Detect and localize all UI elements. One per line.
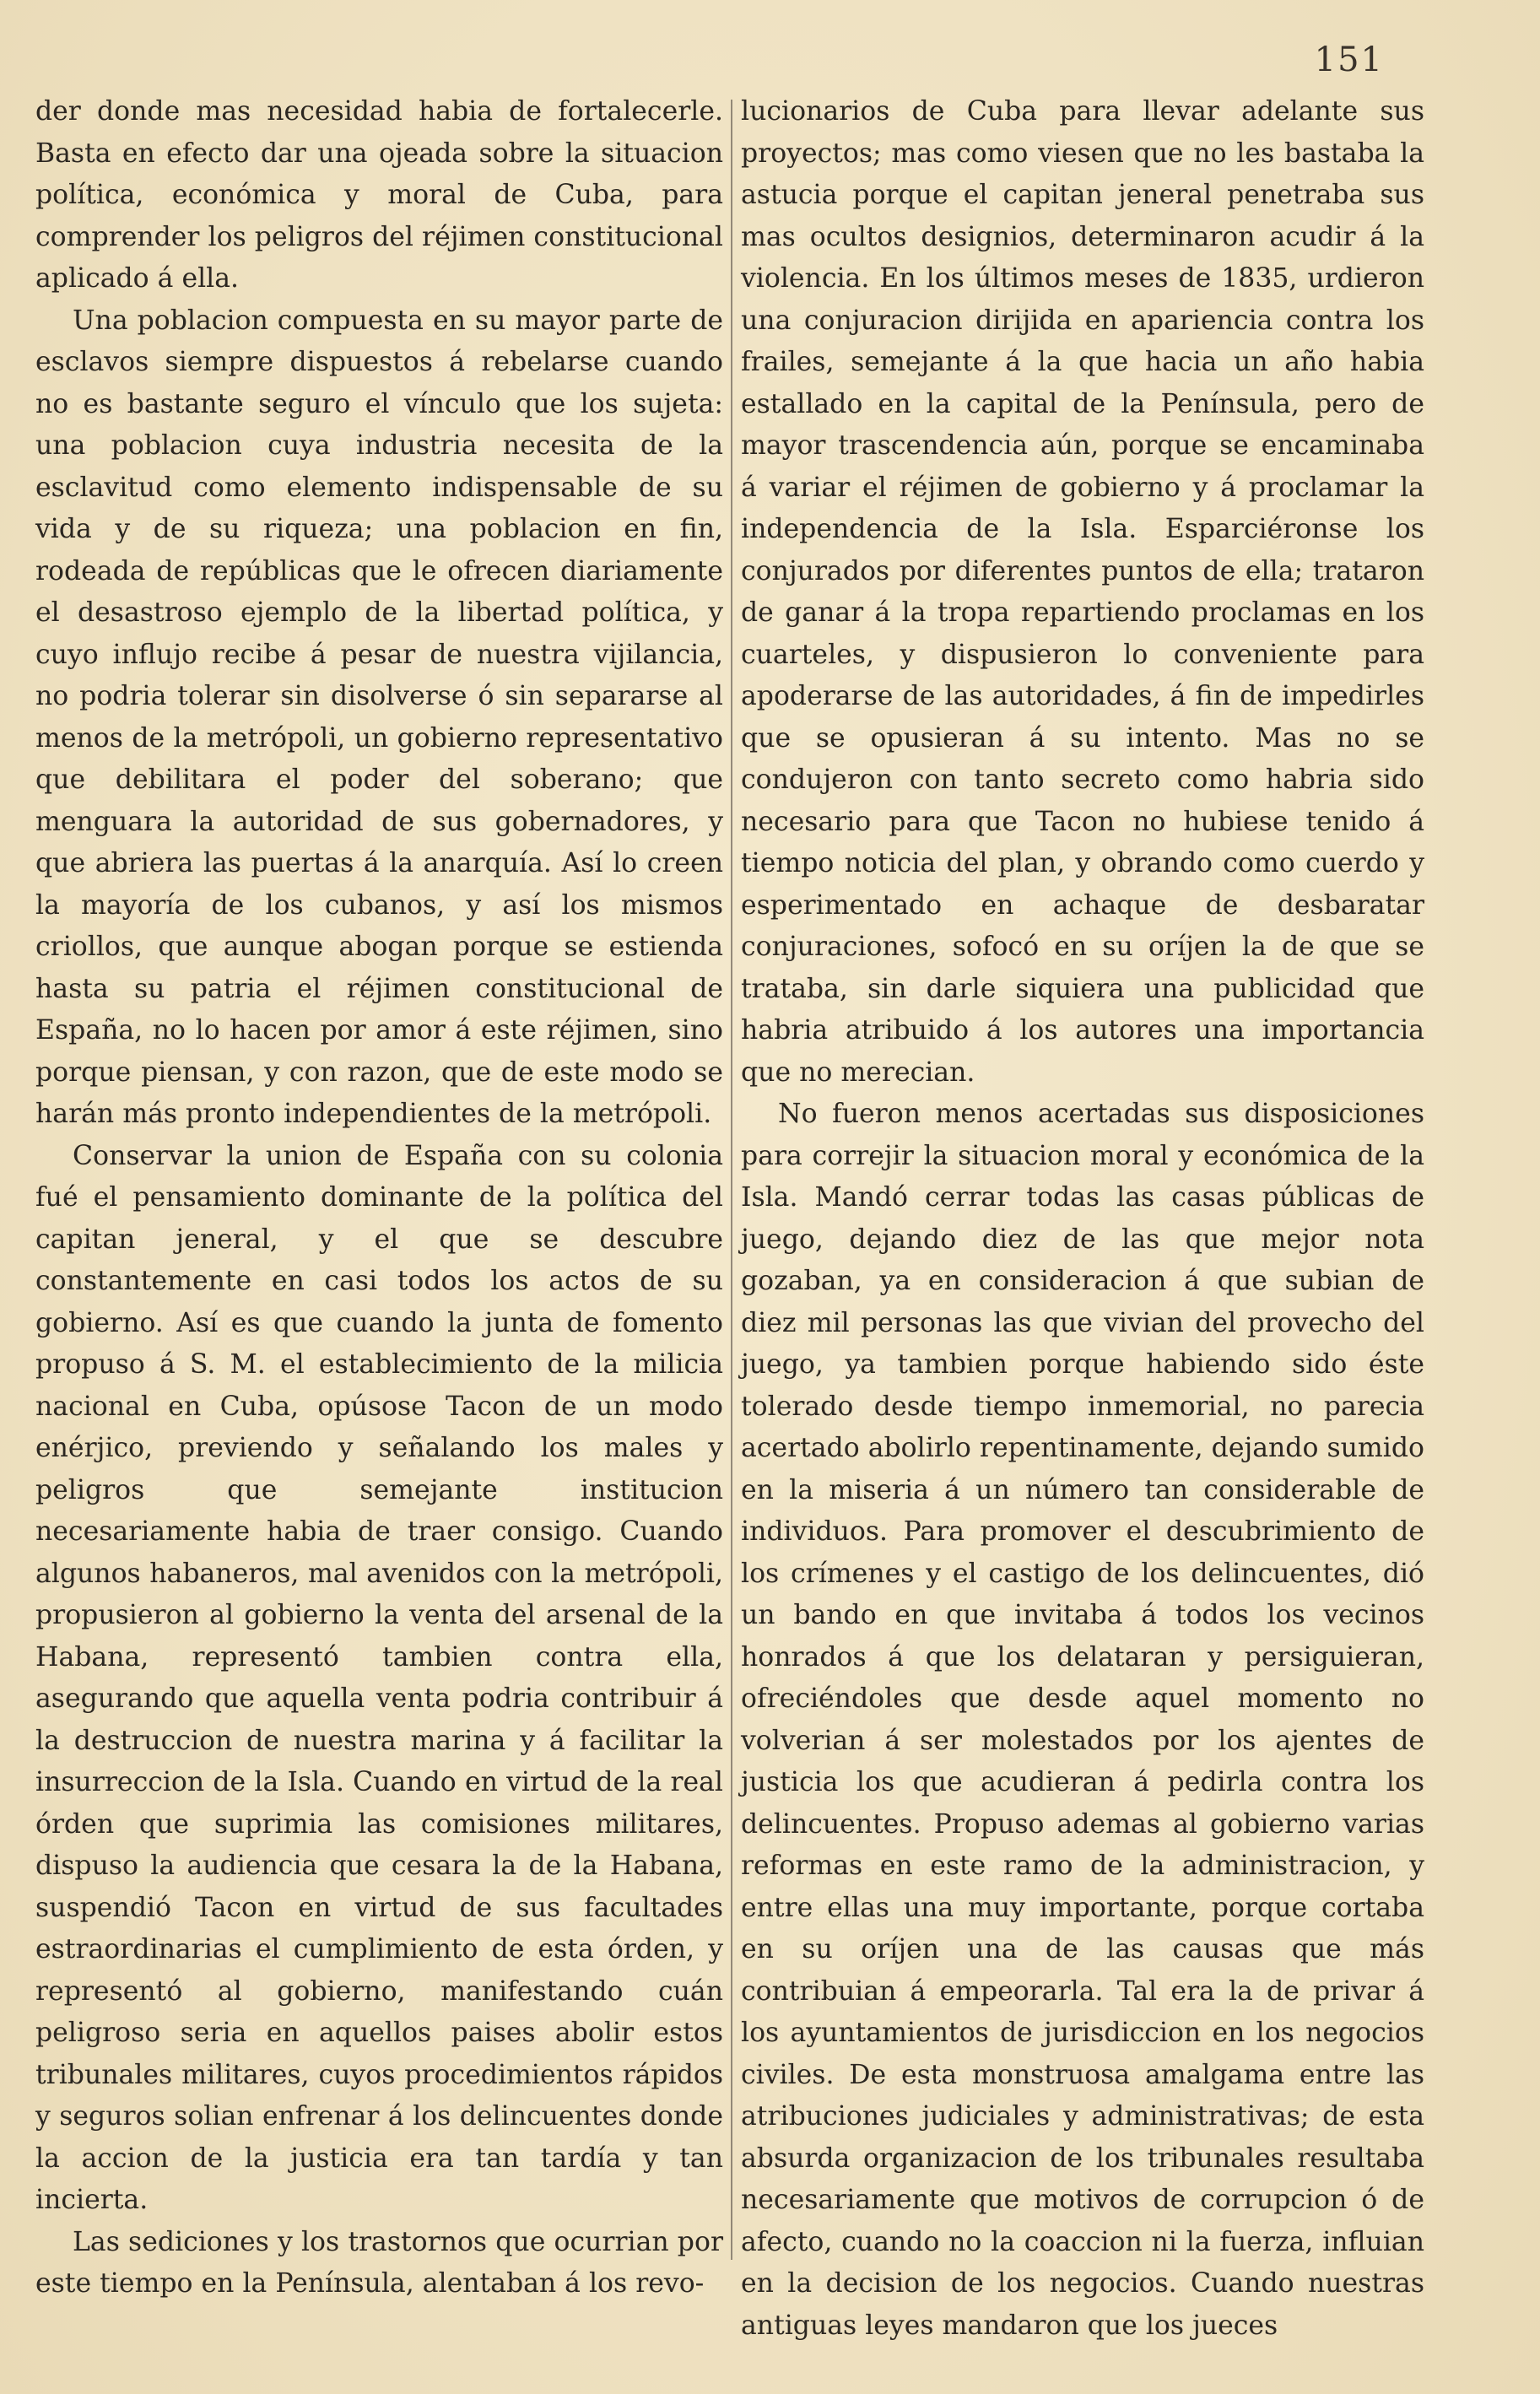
left-paragraph-3: Conservar la union de España con su colonia fué el pensamiento dominante de la política del capitan jeneral, y el que se descubre constantemente en casi todos los actos de su gobierno. Así es que cuando la junta de fomento propuso á S. M. el establecimiento de la milicia nacional en Cuba, opúsose Tacon de un modo enérjico, previendo y señalando los males y peligros que semejante institucion necesariamente habia de traer consigo. Cuando algunos habaneros, mal avenidos con la metrópoli, propusieron al gobierno la venta del arsenal de la Habana, representó tambien contra ella, asegurando que aquella venta podria contribuir á la destruccion de nuestra marina y á facilitar la insurreccion de la Isla. Cuando en virtud de la real órden que suprimia las comisiones militares, dispuso la audiencia que cesara la de la Habana, suspendió Tacon en virtud de sus facultades estraordinarias el cumplimiento de esta órden, y representó al gobierno, manifestando cuán peligroso seria en aquellos paises abolir estos tribunales militares, cuyos procedimientos rápidos y seguros solian enfrenar á los delincuentes donde la accion de la justicia era tan tardía y tan incierta.	[35, 1140, 723, 2215]
column-divider	[731, 100, 732, 2260]
left-column	[35, 91, 723, 2305]
left-paragraph-2: Una poblacion compuesta en su mayor parte de esclavos siempre dispuestos á rebelarse cuando no es bastante seguro el vínculo que los sujeta: una poblacion cuya industria necesita de la esclavitud como elemento indispensable de su vida y de su riqueza; una poblacion en fin, rodeada de repúblicas que le ofrecen diariamente el desastroso ejemplo de la libertad política, y cuyo influjo recibe á pesar de nuestra vijilancia, no podria tolerar sin disolverse ó sin separarse al menos de la metrópoli, un gobierno representativo que debilitara el poder del soberano; que menguara la autoridad de sus gobernadores, y que abriera las puertas á la anarquía. Así lo creen la mayoría de los cubanos, y así los mismos criollos, que aunque abogan porque se estienda hasta su patria el réjimen constitucional de España, no lo hacen por amor á este réjimen, sino porque piensan, y con razon, que de este modo se harán más pronto independientes de la metrópoli.	[35, 305, 723, 1129]
right-paragraph-2: No fueron menos acertadas sus disposiciones para correjir la situacion moral y económica de la Isla. Mandó cerrar todas las casas públicas de juego, dejando diez de las que mejor nota gozaban, ya en consideracion á que subian de diez mil personas las que vivian del provecho del juego, ya tambien porque habiendo sido éste tolerado desde tiempo inmemorial, no parecia acertado abolirlo repentinamente, dejando sumido en la miseria á un número tan considerable de individuos. Para promover el descubrimiento de los crímenes y el castigo de los delincuentes, dió un bando en que invitaba á todos los vecinos honrados á que los delataran y persiguieran, ofreciéndoles que desde aquel momento no volverian á ser molestados por los ajentes de justicia los que acudieran á pedirla contra los delincuentes. Propuso ademas al gobierno varias reformas en este ramo de la administracion, y entre ellas una muy importante, porque cortaba en su oríjen una de las causas que más contribuian á empeorarla. Tal era la de privar á los ayuntamientos de jurisdiccion en los negocios civiles. De esta monstruosa amalgama entre las atribuciones judiciales y administrativas; de esta absurda organizacion de los tribunales resultaba necesariamente que motivos de corrupcion ó de afecto, cuando no la coaccion ni la fuerza, influian en la decision de los negocios. Cuando nuestras antiguas leyes mandaron que los jueces	[741, 1099, 1424, 2341]
right-column	[741, 91, 1424, 2347]
right-paragraph-1: lucionarios de Cuba para llevar adelante sus proyectos; mas como viesen que no les bastaba la astucia porque el capitan jeneral penetraba sus mas ocultos designios, determinaron acudir á la violencia. En los últimos meses de 1835, urdieron una conjuracion dirijida en apariencia contra los frailes, semejante á la que hacia un año habia estallado en la capital de la Península, pero de mayor trascendencia aún, porque se encaminaba á variar el réjimen de gobierno y á proclamar la independencia de la Isla. Esparciéronse los conjurados por diferentes puntos de ella; trataron de ganar á la tropa repartiendo proclamas en los cuarteles, y dispusieron lo conveniente para apoderarse de las autoridades, á fin de impedirles que se opusieran á su intento. Mas no se condujeron con tanto secreto como habria sido necesario para que Tacon no hubiese tenido á tiempo noticia del plan, y obrando como cuerdo y esperimentado en achaque de desbaratar conjuraciones, sofocó en su oríjen la de que se trataba, sin darle siquiera una publicidad que habria atribuido á los autores una importancia que no merecian.	[741, 96, 1424, 1088]
left-paragraph-4: Las sediciones y los trastornos que ocurrian por este tiempo en la Península, alentaban á los revo-	[35, 2226, 723, 2299]
page-number: 151	[1314, 41, 1384, 79]
left-paragraph-1: der donde mas necesidad habia de fortalecerle. Basta en efecto dar una ojeada sobre la situacion política, económica y moral de Cuba, para comprender los peligros del réjimen constitucional aplicado á ella.	[35, 96, 723, 294]
